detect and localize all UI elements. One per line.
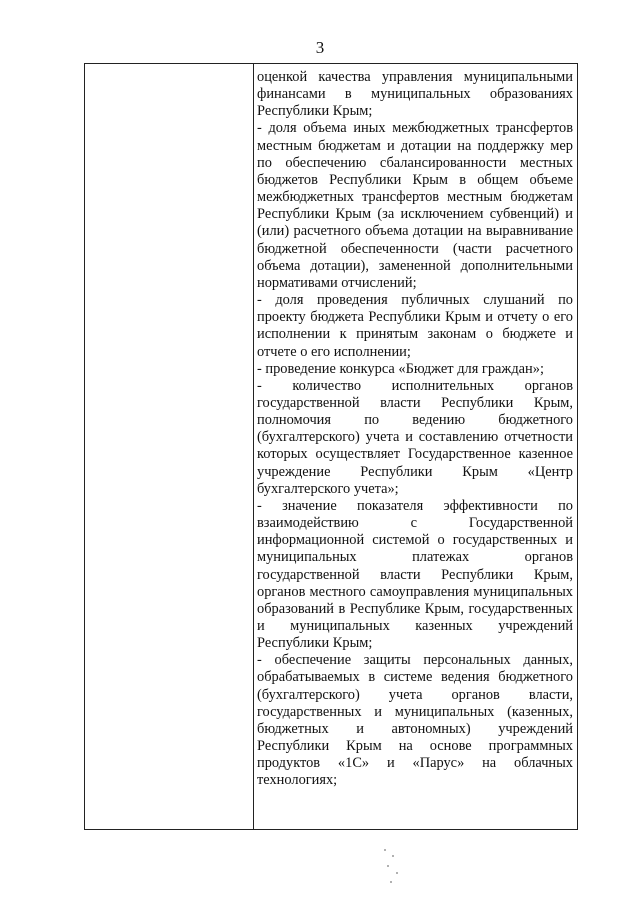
paragraph-6: - значение показателя эффективности по взаимодействию с Государственной информационной системой о государственных и муниципальных платежах органов государственной власти Республики Крым, органов местного самоуправления муниципальных образований в Республике Крым, государственных и муниципальных казенных учреждений Республики Крым; (257, 497, 573, 652)
document-table (84, 63, 578, 830)
paragraph-1: оценкой качества управления муниципальными финансами в муниципальных образованиях Республики Крым; (257, 69, 573, 120)
paragraph-5: - количество исполнительных органов государственной власти Республики Крым, полномочия по ведению бюджетного (бухгалтерского) учета и составлению отчетности которых осуществляет Государственное казенное учреждение Республики Крым «Центр бухгалтерского учета»; (257, 377, 573, 497)
table-left-cell (85, 64, 253, 829)
column-divider (253, 64, 254, 829)
page-number: 3 (315, 38, 325, 57)
table-right-cell (257, 69, 573, 790)
paragraph-4: - проведение конкурса «Бюджет для граждан»; (257, 360, 544, 377)
scan-marks (378, 845, 408, 889)
paragraph-7: - обеспечение защиты персональных данных, обрабатываемых в системе ведения бюджетного (бухгалтерского) учета органов власти, государственных и муниципальных (казенных, бюджетных и автономных) учреждений Республики Крым на основе программных продуктов «1С» и «Парус» на облачных технологиях; (257, 652, 573, 789)
paragraph-2: - доля объема иных межбюджетных трансфертов местным бюджетам и дотации на поддержку мер по обеспечению сбалансированности местных бюджетов Республики Крым в общем объеме межбюджетных трансфертов местным бюджетам Республики Крым (за исключением субвенций) и (или) расчетного объема дотации на выравнивание бюджетной обеспеченности (части расчетного объема дотации), замененной дополнительными нормативами отчислений; (257, 120, 573, 291)
paragraph-3: - доля проведения публичных слушаний по проекту бюджета Республики Крым и отчету о его исполнении к принятым законам о бюджете и отчете о его исполнении; (257, 292, 573, 360)
